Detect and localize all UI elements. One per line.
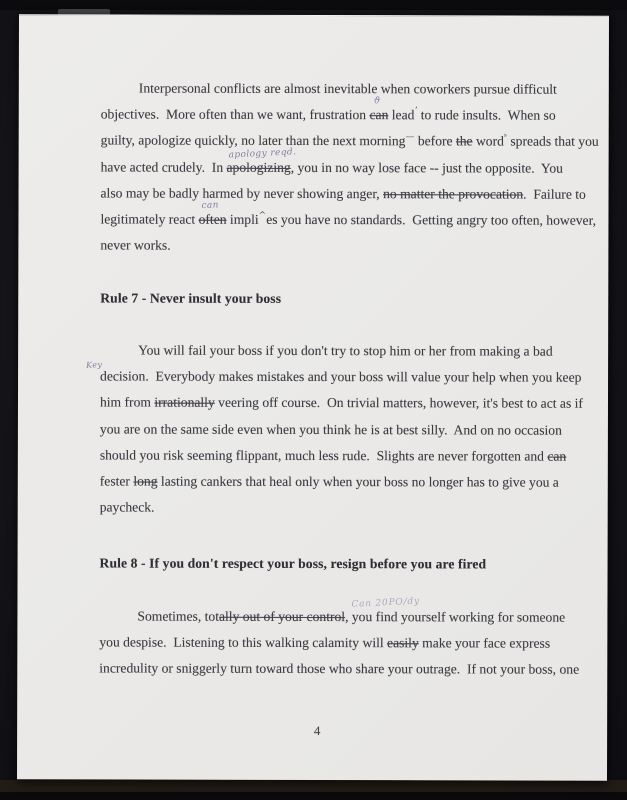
text-line <box>99 442 567 469</box>
typed-text: also may be badly harmed by never showing anger, <box>100 185 384 201</box>
typed-text: Interpersonal conflicts are almost inevitable when coworkers pursue difficult <box>138 80 557 97</box>
text-line <box>100 233 536 260</box>
text-line <box>100 495 536 522</box>
struck-text: often can <box>198 200 227 227</box>
typed-text: impli <box>226 211 259 227</box>
manuscript-page <box>17 14 609 781</box>
typed-text: es you have no standards. Getting angry too often, however, <box>266 211 597 228</box>
pencil-mark: ^ <box>258 210 267 221</box>
typed-text: You will fail your boss if you don't try to stop him or her from making a bad <box>138 342 553 359</box>
struck-text: apologizing apology reqd. <box>226 146 297 175</box>
typed-text: incredulity or sniggerly turn toward those who share your outrage. If not your boss, one <box>99 660 580 678</box>
typed-text: you are on the same side even when you think he is at best silly. And on no occasion <box>99 421 562 438</box>
paragraph-rule-8 <box>99 596 580 683</box>
struck-text: the <box>455 133 473 149</box>
typed-text: spreads that you <box>506 133 599 150</box>
struck-text: no matter the provocation <box>383 185 524 202</box>
typed-text: decision Key <box>85 360 146 384</box>
typed-text: objectives. More often than we want, frustration <box>100 106 370 123</box>
text-line <box>85 360 582 391</box>
document-body <box>85 15 599 780</box>
pencil-mark: ˢ <box>503 132 507 143</box>
pencil-mark: — <box>405 132 415 143</box>
typed-text: , you in no way lose face -- just the opposite. You <box>290 159 563 176</box>
text-line <box>100 200 597 233</box>
struck-text: can ϑ <box>369 96 389 123</box>
text-line <box>100 337 553 364</box>
typed-text: never works. <box>100 237 171 253</box>
text-line <box>100 96 556 129</box>
paragraph-conflicts <box>100 75 599 259</box>
typed-text: him from <box>99 394 155 410</box>
typed-text: lead <box>388 107 415 123</box>
typed-text: Sometimes, tot <box>137 608 220 624</box>
typed-text: word <box>472 133 504 149</box>
text-line <box>100 146 563 181</box>
struck-text: irrationally <box>154 394 215 411</box>
handwritten-annotation: Key <box>85 360 103 371</box>
typed-text: . Everybody makes mistakes and your boss will value your help when you keep <box>145 368 582 385</box>
text-line <box>99 416 562 443</box>
typed-text: guilty, apologize quickly, no later than the next morning <box>100 132 406 149</box>
scanner-edge-bottom <box>0 792 627 800</box>
typed-text: make your face express <box>418 635 551 651</box>
typed-text: . Failure to <box>523 186 586 202</box>
typed-text: legitimately react <box>100 211 199 227</box>
text-line <box>100 180 586 207</box>
handwritten-annotation: apology reqd. <box>228 146 297 161</box>
typed-text: fester <box>99 473 134 489</box>
rule-8-heading: Rule 8 - If you don't respect your boss, resign before you are fired <box>99 555 487 572</box>
typed-text: you find yourself working for someone Can 20PO/dy <box>351 596 566 625</box>
struck-text: easily <box>387 635 419 651</box>
text-line <box>100 128 599 155</box>
text-line <box>99 630 551 657</box>
struck-text: long <box>133 473 158 489</box>
paragraph-rule-7 <box>85 337 583 521</box>
typed-text: should you risk seeming flippant, much less rude. Slights are never forgotten and <box>99 447 548 464</box>
typed-text: paycheck. <box>99 499 155 515</box>
scanner-edge-shadow <box>0 780 627 792</box>
struck-text: can <box>547 448 567 464</box>
rule-7-heading: Rule 7 - Never insult your boss <box>100 290 282 306</box>
typed-text: to rude insults. When so <box>417 107 556 123</box>
handwritten-annotation: can <box>201 200 220 212</box>
typed-text: veering off course. On trivial matters, however, it's best to act as if <box>214 395 583 412</box>
typed-text: have acted crudely. In <box>100 159 227 175</box>
struck-text: ally out of your control <box>218 608 346 625</box>
page-number: 4 <box>313 723 321 739</box>
handwritten-annotation: ϑ <box>373 96 381 107</box>
typed-text: before <box>414 133 456 149</box>
handwritten-annotation: Can 20PO/dy <box>351 596 421 610</box>
text-line <box>99 596 566 630</box>
text-line <box>99 468 559 495</box>
typed-text: you despise. Listening to this walking calamity will <box>99 634 388 651</box>
text-line <box>101 75 557 102</box>
typed-text: , <box>345 609 352 625</box>
pencil-mark: ʼ <box>414 106 418 117</box>
typed-text: lasting cankers that heal only when your boss no longer has to give you a <box>157 473 559 490</box>
text-line <box>99 656 580 683</box>
text-line <box>99 390 583 417</box>
